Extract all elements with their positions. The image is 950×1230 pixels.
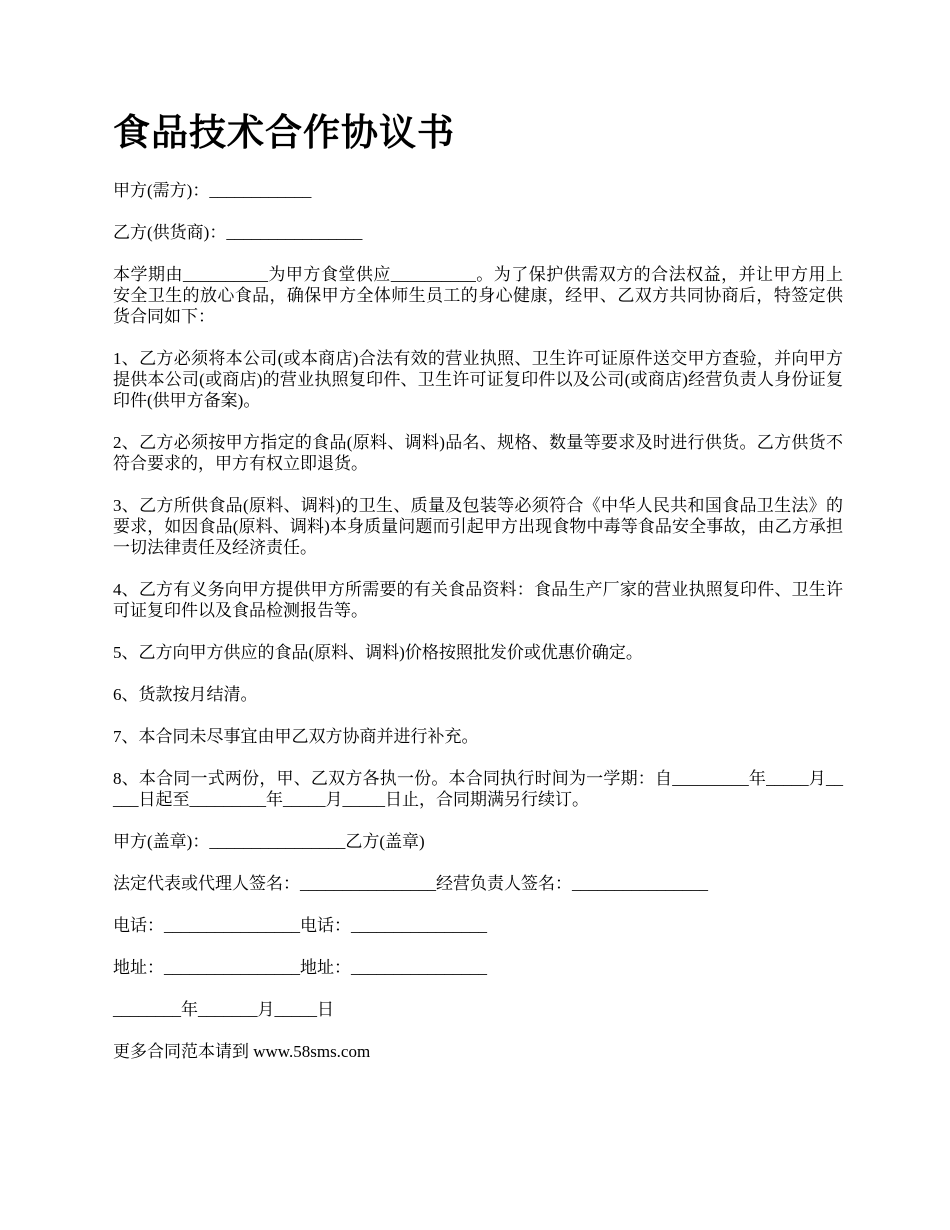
address-line: 地址：________________地址：________________ <box>113 958 487 977</box>
clause-1: 1、乙方必须将本公司(或本商店)合法有效的营业执照、卫生许可证原件送交甲方查验，并向甲方提供本公司(或商店)的营业执照复印件、卫生许可证复印件以及公司(或商店)经营负责人身份证复印件(供甲方备案)。 <box>113 349 843 410</box>
clause-7: 7、本合同未尽事宜由甲乙双方协商并进行补充。 <box>113 727 479 746</box>
seal-line: 甲方(盖章)：________________乙方(盖章) <box>113 832 425 851</box>
contract-document <box>113 108 843 1083</box>
intro-paragraph: 本学期由__________为甲方食堂供应__________。为了保护供需双方的合法权益，并让甲方用上安全卫生的放心食品，确保甲方全体师生员工的身心健康，经甲、乙双方共同协商后，特签定供货合同如下： <box>113 265 843 326</box>
clause-8: 8、本合同一式两份，甲、乙双方各执一份。本合同执行时间为一学期：自_________年_____月_____日起至_________年_____月_____日止，合同期满另行续订。 <box>113 769 843 809</box>
party-b-line: 乙方(供货商)：________________ <box>113 223 363 242</box>
clause-2: 2、乙方必须按甲方指定的食品(原料、调料)品名、规格、数量等要求及时进行供货。乙方供货不符合要求的，甲方有权立即退货。 <box>113 433 843 473</box>
date-line: ________年_______月_____日 <box>113 1000 334 1019</box>
clause-6: 6、货款按月结清。 <box>113 685 258 704</box>
clause-3: 3、乙方所供食品(原料、调料)的卫生、质量及包装等必须符合《中华人民共和国食品卫生法》的要求，如因食品(原料、调料)本身质量问题而引起甲方出现食物中毒等食品安全事故，由乙方承担一切法律责任及经济责任。 <box>113 496 843 557</box>
party-a-line: 甲方(需方)：____________ <box>113 181 312 200</box>
footer-note: 更多合同范本请到 www.58sms.com <box>113 1042 371 1061</box>
signature-line: 法定代表或代理人签名：________________经营负责人签名：________________ <box>113 874 708 893</box>
clause-4: 4、乙方有义务向甲方提供甲方所需要的有关食品资料：食品生产厂家的营业执照复印件、卫生许可证复印件以及食品检测报告等。 <box>113 580 843 620</box>
phone-line: 电话：________________电话：________________ <box>113 916 487 935</box>
clause-5: 5、乙方向甲方供应的食品(原料、调料)价格按照批发价或优惠价确定。 <box>113 643 643 662</box>
document-title: 食品技术合作协议书 <box>113 113 455 154</box>
